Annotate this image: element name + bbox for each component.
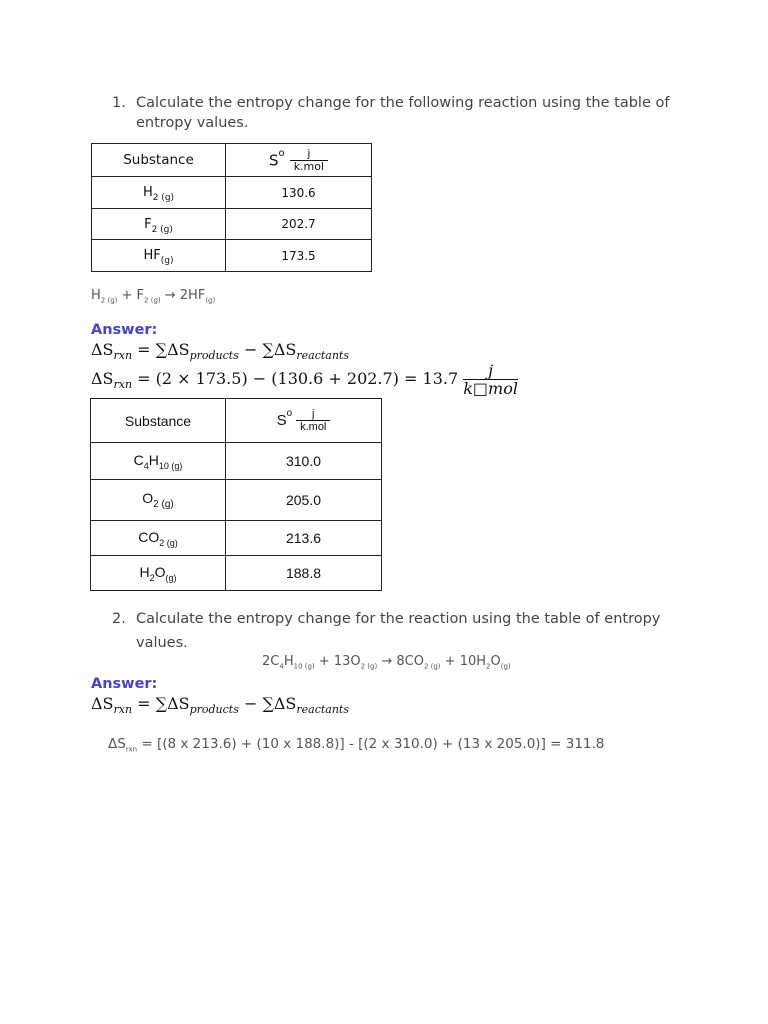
- table-1-header-row: [92, 144, 372, 177]
- entropy-value-cell: 213.6: [226, 521, 382, 556]
- question-1-line2: entropy values.: [136, 115, 249, 131]
- substance-cell: $C_4H_{10 (g)}$: [91, 443, 226, 480]
- table-row: [91, 480, 382, 521]
- table-2-header-substance: Substance: [91, 399, 226, 443]
- question-1-number: 1.: [112, 95, 126, 111]
- answer-1-equation-calc: $\Delta S_{rxn} = (2 \times 173.5) - (130.6 + 202.7) = 13.7$ j k□mol: [91, 361, 518, 398]
- question-2: [112, 609, 712, 653]
- answer-1-equation-general: $\Delta S_{rxn} = \sum\Delta S_{products} - \sum\Delta S_{reactants}$: [91, 340, 349, 363]
- substance-cell: $H_{2 (g)}$: [92, 177, 226, 209]
- table-2-header-entropy: $S^o$ $\frac{j}{\text{k.mol}}$: [226, 399, 382, 443]
- question-2-line2: values.: [136, 635, 188, 651]
- answer-2-equation-general: $\Delta S_{rxn} = \sum\Delta S_{products} - \sum\Delta S_{reactants}$: [91, 694, 349, 717]
- substance-cell: $H_2O_{(g)}$: [91, 556, 226, 591]
- answer-2-label: Answer:: [91, 676, 158, 692]
- entropy-value-cell: 310.0: [226, 443, 382, 480]
- question-2-line1: Calculate the entropy change for the reaction using the table of entropy: [136, 611, 661, 627]
- table-row: [91, 556, 382, 591]
- answer-2-calculation: $\Delta S_{rxn} = [(8$ x 213.6) + (10 x 188.8)] - [(2 x 310.0) + (13 x 205.0)] = 311.8: [108, 736, 605, 754]
- table-2-unit-fraction: $\frac{j}{\text{k.mol}}$: [296, 408, 330, 433]
- question-1: [112, 93, 712, 133]
- table-row: [91, 443, 382, 480]
- entropy-value-cell: 202.7: [226, 209, 372, 240]
- entropy-value-cell: 188.8: [226, 556, 382, 591]
- substance-cell: $CO_{2 (g)}$: [91, 521, 226, 556]
- entropy-value-cell: 205.0: [226, 480, 382, 521]
- table-row: [92, 177, 372, 209]
- reaction-2: $2C_4H_{10 (g)} + 13O_{2 (g)} \to 8CO_{2 (g)} + 10H_2O_{(g)}$: [262, 654, 511, 671]
- table-row: [91, 521, 382, 556]
- reaction-1: $H_{2 (g)} + F_{2 (g)} \to 2HF_{(g)}$: [91, 288, 216, 305]
- entropy-table-1: [91, 143, 372, 272]
- question-1-line1: Calculate the entropy change for the following reaction using the table of: [136, 95, 670, 111]
- answer-1-unit-fraction: j k□mol: [463, 361, 518, 398]
- table-row: [92, 240, 372, 272]
- table-1-header-entropy: $S^o$ $\frac{j}{\text{k.mol}}$: [226, 144, 372, 177]
- answer-1-label: Answer:: [91, 322, 158, 338]
- table-2-header-row: [91, 399, 382, 443]
- table-1-header-substance: Substance: [92, 144, 226, 177]
- substance-cell: $F_{2 (g)}$: [92, 209, 226, 240]
- substance-cell: $O_{2 (g)}$: [91, 480, 226, 521]
- entropy-value-cell: 130.6: [226, 177, 372, 209]
- table-1-unit-fraction: $\frac{j}{\text{k.mol}}$: [290, 148, 328, 173]
- entropy-table-2: [90, 398, 382, 591]
- question-2-number: 2.: [112, 611, 126, 627]
- table-row: [92, 209, 372, 240]
- substance-cell: $HF_{(g)}$: [92, 240, 226, 272]
- entropy-value-cell: 173.5: [226, 240, 372, 272]
